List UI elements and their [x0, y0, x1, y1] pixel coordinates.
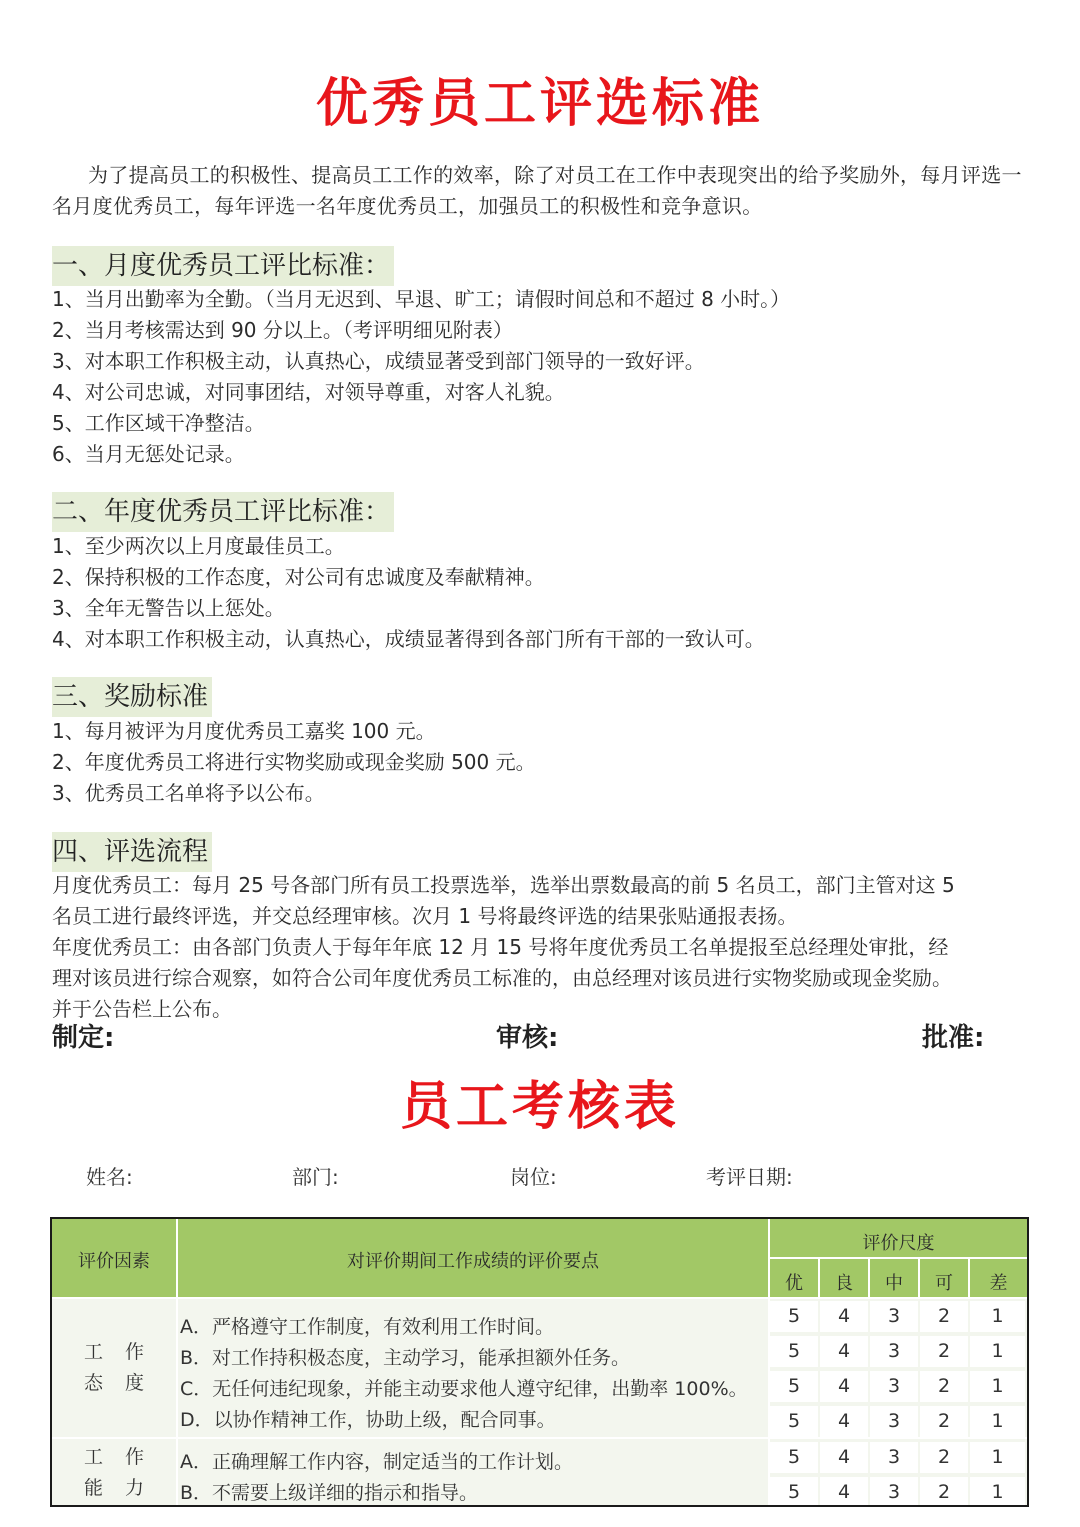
section-heading-rewards: 三、奖励标准	[52, 677, 212, 717]
score-cell[interactable]	[870, 1371, 918, 1402]
score-value: 2	[937, 1375, 951, 1397]
factor-work-ability	[52, 1442, 176, 1504]
score-cell[interactable]	[770, 1477, 818, 1507]
score-value: 1	[991, 1375, 1004, 1397]
score-value: 5	[787, 1375, 801, 1397]
signature-review: 审核:	[496, 1023, 559, 1053]
score-value: 1	[991, 1410, 1004, 1432]
score-value: 4	[837, 1375, 851, 1397]
score-value: 5	[787, 1410, 801, 1432]
score-value: 5	[787, 1340, 801, 1362]
point-item: C．无任何违纪现象，并能主动要求他人遵守纪律，出勤率 100%。	[180, 1378, 748, 1400]
score-cell[interactable]	[870, 1442, 918, 1473]
score-value: 4	[837, 1481, 851, 1503]
score-cell[interactable]	[770, 1301, 818, 1332]
score-value: 2	[937, 1410, 951, 1432]
score-value: 3	[887, 1446, 901, 1468]
list-item: 1、当月出勤率为全勤。（当月无迟到、早退、旷工；请假时间总和不超过 8 小时。）	[52, 287, 791, 311]
score-cell[interactable]	[770, 1406, 818, 1437]
score-cell[interactable]	[920, 1336, 968, 1367]
list-item: 3、对本职工作积极主动，认真热心，成绩显著受到部门领导的一致好评。	[52, 349, 705, 373]
score-value: 2	[937, 1446, 951, 1468]
score-cell[interactable]	[770, 1371, 818, 1402]
point-item: A．正确理解工作内容，制定适当的工作计划。	[180, 1451, 573, 1473]
score-cell[interactable]	[970, 1406, 1025, 1437]
header-points: 对评价期间工作成绩的评价要点	[347, 1251, 599, 1272]
factor-work-attitude	[52, 1337, 176, 1399]
field-date-label: 考评日期:	[706, 1165, 793, 1189]
form-title: 员工考核表	[399, 1077, 680, 1137]
score-cell[interactable]	[870, 1477, 918, 1507]
field-name-label: 姓名:	[86, 1165, 133, 1189]
score-value: 2	[937, 1481, 951, 1503]
signature-make: 制定:	[52, 1023, 115, 1053]
score-cell[interactable]	[820, 1336, 868, 1367]
score-cell[interactable]	[970, 1371, 1025, 1402]
score-value: 1	[991, 1340, 1004, 1362]
score-cell[interactable]	[920, 1442, 968, 1473]
factor-line: 工作	[83, 1446, 166, 1468]
signature-approve: 批准:	[922, 1023, 985, 1053]
score-value: 4	[837, 1446, 851, 1468]
score-value: 3	[887, 1481, 901, 1503]
score-value: 3	[887, 1410, 901, 1432]
list-item: 年度优秀员工：由各部门负责人于每年年底 12 月 15 号将年度优秀员工名单提报至总经理处审批，经	[52, 935, 949, 959]
list-item: 2、年度优秀员工将进行实物奖励或现金奖励 500 元。	[52, 750, 536, 774]
list-item: 2、当月考核需达到 90 分以上。（考评明细见附表）	[52, 318, 513, 342]
factor-line: 工作	[83, 1341, 166, 1363]
scale-label-average: 中	[885, 1273, 903, 1294]
score-value: 3	[887, 1340, 901, 1362]
list-item: 理对该员进行综合观察，如符合公司年度优秀员工标准的，由总经理对该员进行实物奖励或现金奖励。	[52, 966, 952, 990]
list-item: 2、保持积极的工作态度，对公司有忠诚度及奉献精神。	[52, 565, 545, 589]
list-item: 3、优秀员工名单将予以公布。	[52, 781, 325, 805]
score-cell[interactable]	[920, 1301, 968, 1332]
score-value: 2	[937, 1340, 951, 1362]
section-heading-monthly: 一、月度优秀员工评比标准：	[52, 246, 394, 286]
section-monthly-list	[52, 284, 1042, 470]
factor-line: 能力	[83, 1477, 166, 1499]
section-heading-annual: 二、年度优秀员工评比标准：	[52, 492, 394, 532]
list-item: 并于公告栏上公布。	[52, 997, 232, 1021]
score-value: 1	[991, 1481, 1004, 1503]
score-value: 3	[887, 1375, 901, 1397]
score-cell[interactable]	[820, 1477, 868, 1507]
list-item: 5、工作区域干净整洁。	[52, 411, 265, 435]
page-title: 优秀员工评选标准	[315, 74, 764, 134]
score-value: 5	[787, 1305, 801, 1327]
list-item: 1、每月被评为月度优秀员工嘉奖 100 元。	[52, 719, 436, 743]
score-cell[interactable]	[920, 1406, 968, 1437]
list-item: 1、至少两次以上月度最佳员工。	[52, 534, 345, 558]
section-rewards-list	[52, 716, 1042, 809]
score-cell[interactable]	[820, 1301, 868, 1332]
point-item: A．严格遵守工作制度，有效利用工作时间。	[180, 1316, 554, 1338]
score-cell[interactable]	[820, 1371, 868, 1402]
list-item: 3、全年无警告以上惩处。	[52, 596, 285, 620]
score-cell[interactable]	[870, 1336, 918, 1367]
list-item: 4、对本职工作积极主动，认真热心，成绩显著得到各部门所有干部的一致认可。	[52, 627, 765, 651]
score-cell[interactable]	[920, 1371, 968, 1402]
intro-paragraph: 为了提高员工的积极性、提高员工工作的效率，除了对员工在工作中表现突出的给予奖励外，每月评选一名月度优秀员工，每年评选一名年度优秀员工，加强员工的积极性和竞争意识。	[52, 163, 1022, 218]
list-item: 6、当月无惩处记录。	[52, 442, 245, 466]
factor-line: 态度	[83, 1372, 166, 1394]
score-cell[interactable]	[820, 1406, 868, 1437]
score-cell[interactable]	[920, 1477, 968, 1507]
score-cell[interactable]	[770, 1442, 818, 1473]
header-scale: 评价尺度	[862, 1233, 935, 1254]
field-post-label: 岗位:	[510, 1165, 557, 1189]
score-value: 1	[991, 1446, 1004, 1468]
score-cell[interactable]	[870, 1406, 918, 1437]
score-value: 2	[937, 1305, 951, 1327]
point-item: D．以协作精神工作，协助上级，配合同事。	[180, 1409, 556, 1431]
score-value: 4	[837, 1340, 851, 1362]
score-cell[interactable]	[970, 1442, 1025, 1473]
score-cell[interactable]	[970, 1336, 1025, 1367]
scale-label-poor: 差	[989, 1273, 1008, 1294]
score-value: 1	[991, 1305, 1004, 1327]
list-item: 名员工进行最终评选，并交总经理审核。次月 1 号将最终评选的结果张贴通报表扬。	[52, 904, 798, 928]
header-factor: 评价因素	[78, 1251, 150, 1272]
score-value: 5	[787, 1481, 801, 1503]
scale-label-good: 良	[835, 1273, 853, 1294]
section-annual-list	[52, 531, 1042, 655]
score-cell[interactable]	[970, 1477, 1025, 1507]
section-heading-process: 四、评选流程	[52, 832, 212, 872]
score-value: 4	[837, 1305, 851, 1327]
score-cell[interactable]	[820, 1442, 868, 1473]
scale-label-excellent: 优	[785, 1273, 803, 1294]
evaluation-table	[50, 1217, 1029, 1507]
score-value: 5	[787, 1446, 801, 1468]
score-value: 4	[837, 1410, 851, 1432]
scale-label-fair: 可	[935, 1273, 953, 1294]
point-item: B．不需要上级详细的指示和指导。	[180, 1482, 479, 1504]
list-item: 月度优秀员工：每月 25 号各部门所有员工投票选举，选举出票数最高的前 5 名员工，部门主管对这 5	[52, 873, 955, 897]
list-item: 4、对公司忠诚，对同事团结，对领导尊重，对客人礼貌。	[52, 380, 565, 404]
score-cell[interactable]	[770, 1336, 818, 1367]
score-cell[interactable]	[870, 1301, 918, 1332]
score-value: 3	[887, 1305, 901, 1327]
score-cell[interactable]	[970, 1301, 1025, 1332]
field-dept-label: 部门:	[292, 1165, 339, 1189]
point-item: B．对工作持积极态度，主动学习，能承担额外任务。	[180, 1347, 631, 1369]
section-process-list	[52, 870, 1042, 1025]
